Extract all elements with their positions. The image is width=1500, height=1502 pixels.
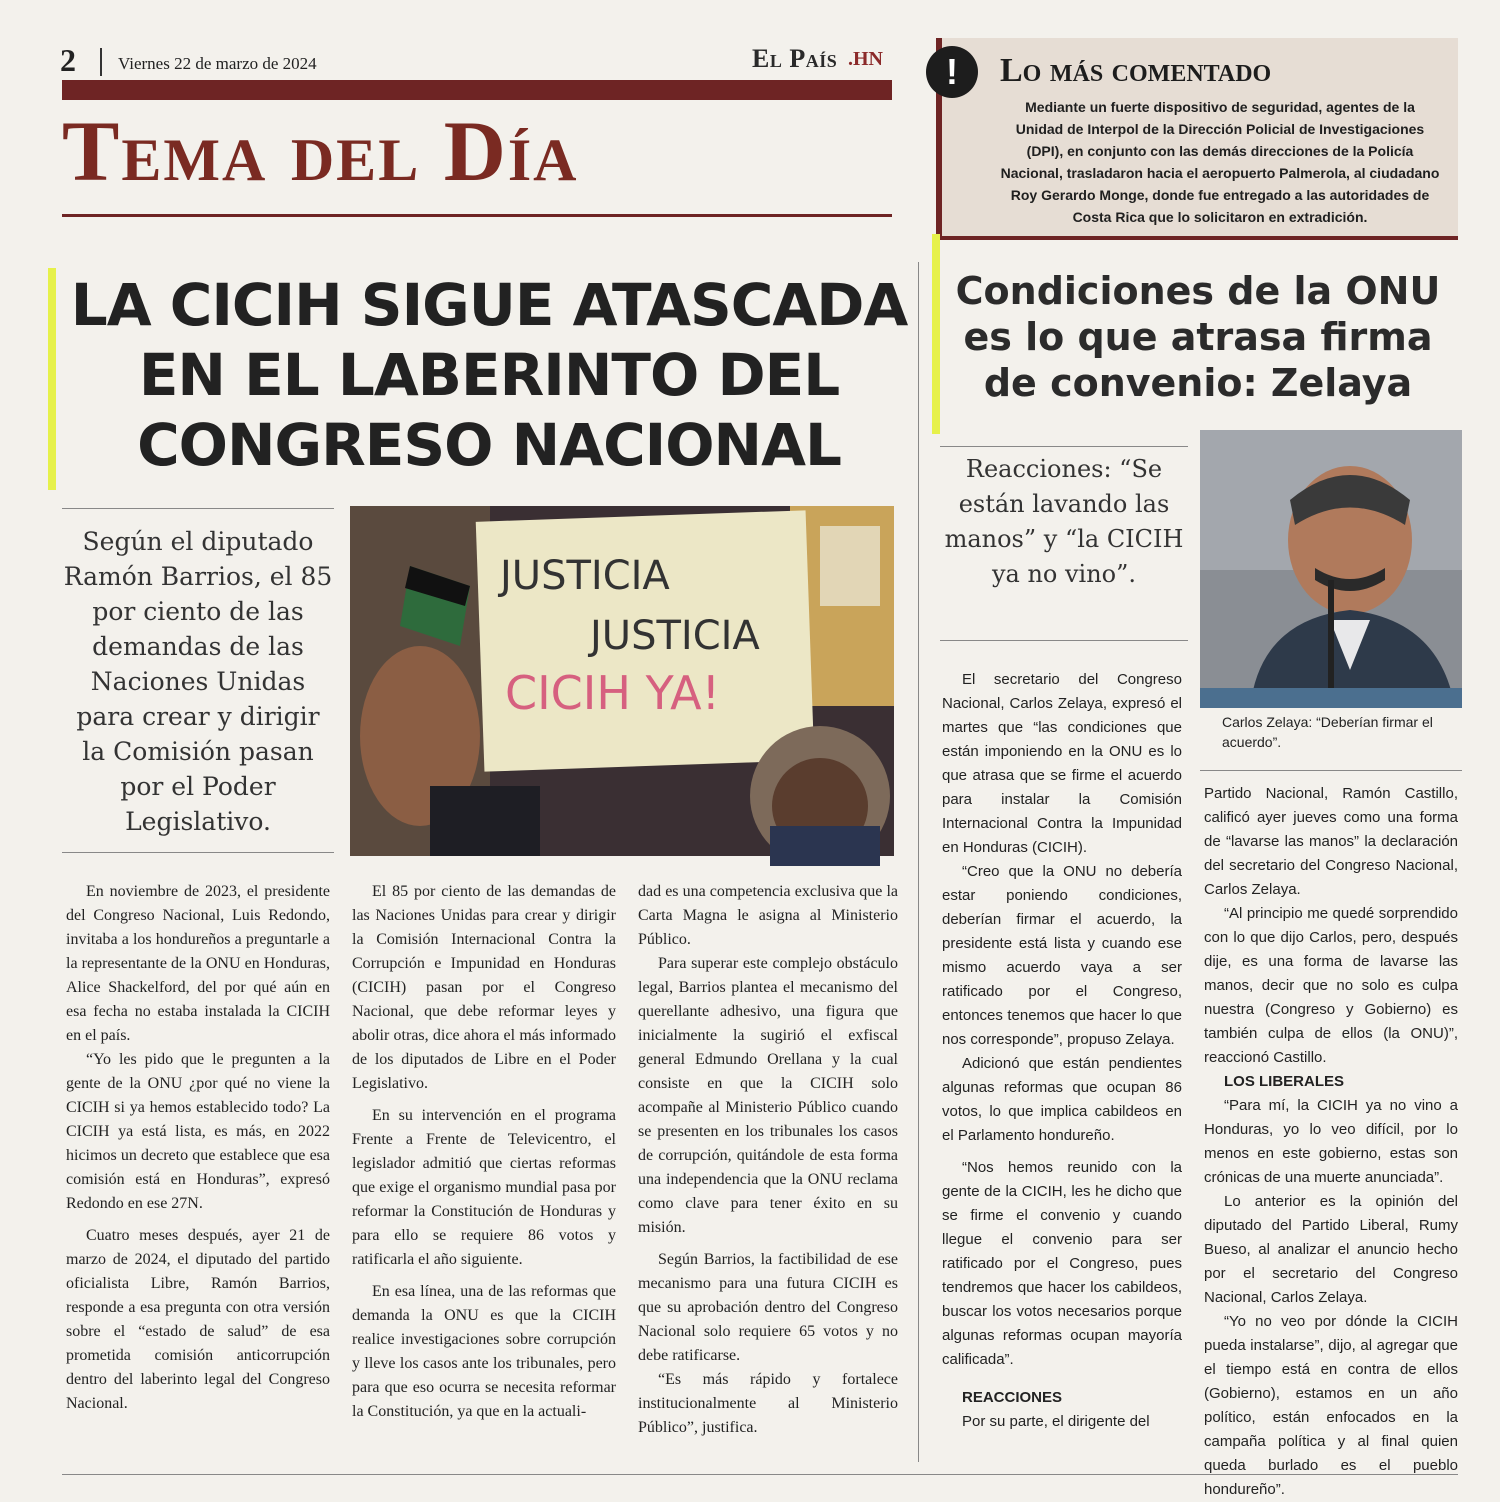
lead-rule-bottom (62, 852, 334, 853)
main-lead: Según el diputado Ramón Barrios, el 85 por ciento de las demandas de las Naciones Unidas para crear y dirigir la Comisión pasan por el Poder Legislativo. (63, 527, 333, 836)
paragraph: El 85 por ciento de las demandas de las Naciones Unidas para crear y dirigir la Comisión Internacional Contra la Corrupción e Impunidad en Honduras (CICIH) pasan por el Congreso Nacional, que debe reformar leyes y abolir otras, dice ahora el más informado de los diputados de Libre en el Poder Legislativo. (352, 883, 616, 1092)
protest-sign-text (500, 546, 760, 666)
paragraph: Partido Nacional, Ramón Castillo, calificó ayer jueves como una forma de “lavarse las manos” la declaración del secretario del Congreso Nacional, Carlos Zelaya. (1204, 785, 1458, 898)
paragraph: “Yo les pido que le pregunten a la gente de la ONU ¿por qué no viene la CICIH si ya hemos establecido todo? La CICIH ya está lista, es más, en 2022 hicimos un decreto que establece que esa comisión está en Honduras”, expresó Redondo en ese 27N. (66, 1051, 330, 1212)
paragraph: “Yo no veo por dónde la CICIH pueda instalarse”, dijo, al agregar que el tiempo está en contra de ellos (Gobierno), estamos en un año político, están enfocados en la campaña política y al final quien queda burlado es el pueblo hondureño”. (1204, 1313, 1458, 1498)
paragraph: En su intervención en el programa Frente a Frente de Televicentro, el legislador admitió que ciertas reformas que exige el organismo mundial pasa por reformar la Constitución de Honduras y para ello se requiere 86 votos y ratificarla el año siguiente. (352, 1107, 616, 1268)
side-headline: Condiciones de la ONU es lo que atrasa firma de convenio: Zelaya (955, 269, 1441, 405)
quote-rule-top (940, 446, 1188, 447)
paragraph: Lo anterior es la opinión del diputado del Partido Liberal, Rumy Bueso, al analizar el anuncio hecho por el secretario del Congreso Nacional, Carlos Zelaya. (1204, 1193, 1458, 1306)
most-commented-title: Lo más comentado (1000, 52, 1272, 89)
side-headline-highlight-marker (932, 234, 940, 434)
paragraph: “Creo que la ONU no debería estar poniendo condiciones, deberían firmar el acuerdo, la presidente está lista y cuando ese mismo acuerdo vaya a ser ratificado por el Congreso, entonces tenemos que hacer lo que nos corresponde”, propuso Zelaya. (942, 863, 1182, 1048)
alert-icon: ! (926, 46, 978, 98)
page-number: 2 (60, 42, 76, 78)
bottom-rule (62, 1474, 1458, 1475)
subheading-reacciones: REACCIONES (962, 1389, 1063, 1406)
most-commented-box-border (936, 236, 1458, 240)
paragraph: dad es una competencia exclusiva que la Carta Magna le asigna al Ministerio Público. (638, 883, 898, 948)
brand-name: El País (752, 44, 838, 73)
sign-line-2: JUSTICIA (590, 613, 760, 659)
side-quote: Reacciones: “Se están lavando las manos” y “la CICIH ya no vino”. (944, 455, 1184, 588)
main-article-col2 (352, 880, 616, 1424)
paragraph: Adicionó que están pendientes algunas reformas que ocupan 86 votos, lo que implica cabildeos en el Parlamento hondureño. (942, 1055, 1182, 1144)
headline-highlight-marker (48, 268, 56, 490)
paragraph: “Es más rápido y fortalece institucionalmente al Ministerio Público”, justifica. (638, 1371, 898, 1436)
photo-caption: Carlos Zelaya: “Deberían firmar el acuerdo”. (1222, 714, 1433, 750)
zelaya-photo (1200, 430, 1462, 708)
paragraph: En noviembre de 2023, el presidente del Congreso Nacional, Luis Redondo, invitaba a los hondureños a preguntarle a la representante de la ONU en Honduras, Alice Shackelford, del por qué aún en esa fecha no estaba instalada la CICIH en el país. (66, 883, 330, 1044)
quote-rule-bottom (940, 640, 1188, 641)
paragraph: Por su parte, el dirigente del (962, 1413, 1150, 1430)
main-article-col1 (66, 880, 330, 1416)
side-article-col2 (1204, 782, 1458, 1502)
paragraph: “Para mí, la CICIH ya no vino a Honduras, yo lo veo difícil, por lo menos en este gobierno, estas son crónicas de una muerte anunciada”. (1204, 1097, 1458, 1186)
paragraph: El secretario del Congreso Nacional, Carlos Zelaya, expresó el martes que “las condiciones que están imponiendo en la ONU es lo que atrasa que se firme el acuerdo para instalar la Comisión Internacional Contra la Impunidad en Honduras (CICIH). (942, 671, 1182, 856)
zelaya-photo-art (1200, 430, 1462, 708)
paragraph: En esa línea, una de las reformas que demanda la ONU es que la CICIH realice investigaciones sobre corrupción y lleve los casos ante los tribunales, pero para que eso ocurra se necesita reformar la Constitución, ya que en la actuali- (352, 1283, 616, 1420)
lead-rule-top (62, 508, 334, 509)
paragraph: Según Barrios, la factibilidad de ese mecanismo para una futura CICIH es que su aprobación dentro del Congreso Nacional solo requiere 65 votos y no debe ratificarse. (638, 1251, 898, 1364)
section-underline (62, 214, 892, 217)
main-article-col3 (638, 880, 898, 1440)
sign-line-3: CICIH YA! (505, 666, 721, 720)
caption-rule (1200, 770, 1462, 771)
side-article-col1 (942, 668, 1182, 1434)
brand-suffix: .HN (848, 48, 883, 70)
header-bar (62, 80, 892, 100)
protest-photo (350, 506, 894, 856)
paragraph: Para superar este complejo obstáculo legal, Barrios plantea el mecanismo del querellante adhesivo, una figura que inicialmente la sugirió el exfiscal general Edmundo Orellana y la cual consiste en que la CICIH solo acompañe al Ministerio Público cuando se presenten en los tribunales los casos de corrupción, quitándole de esta forma una independencia que la ONU reclama como clave para tener éxito en su misión. (638, 955, 898, 1236)
paragraph: Cuatro meses después, ayer 21 de marzo de 2024, el diputado del partido oficialista Libre, Ramón Barrios, responde a esa pregunta con otra versión sobre el “estado de salud” de esa prometida comisión anticorrupción dentro del laberinto legal del Congreso Nacional. (66, 1227, 330, 1412)
most-commented-text: Mediante un fuerte dispositivo de seguridad, agentes de la Unidad de Interpol de la Dirección Policial de Investigaciones (DPI), en conjunto con las demás direcciones de la Policía Nacional, trasladaron hacia el aeropuerto Palmerola, al ciudadano Roy Gerardo Monge, donde fue entregado a las autoridades de Costa Rica que lo solicitaron en extradición. (1000, 99, 1440, 225)
sign-line-1: JUSTICIA (500, 553, 670, 599)
paragraph: “Al principio me quedé sorprendido con lo que dijo Carlos, pero, después dije, es una forma de lavarse las manos, decir que no solo es culpa nuestra (Congreso y Gobierno) es también culpa de ellos (la ONU)”, reaccionó Castillo. (1204, 905, 1458, 1066)
header-separator (100, 48, 102, 76)
main-headline: LA CICIH SIGUE ATASCADA EN EL LABERINTO DEL CONGRESO NACIONAL (70, 271, 908, 479)
column-divider (918, 262, 919, 1462)
issue-date: Viernes 22 de marzo de 2024 (118, 54, 317, 73)
subheading-liberales: LOS LIBERALES (1224, 1073, 1345, 1090)
paragraph: “Nos hemos reunido con la gente de la CICIH, les he dicho que se firme el convenio y cuando llegue el convenio para ser ratificado por el Congreso, pues tendremos que hacer los cabildeos, buscar los votos necesarios porque algunas reformas ocupan mayoría calificada”. (942, 1159, 1182, 1368)
section-title: Tema del Día (62, 103, 579, 199)
